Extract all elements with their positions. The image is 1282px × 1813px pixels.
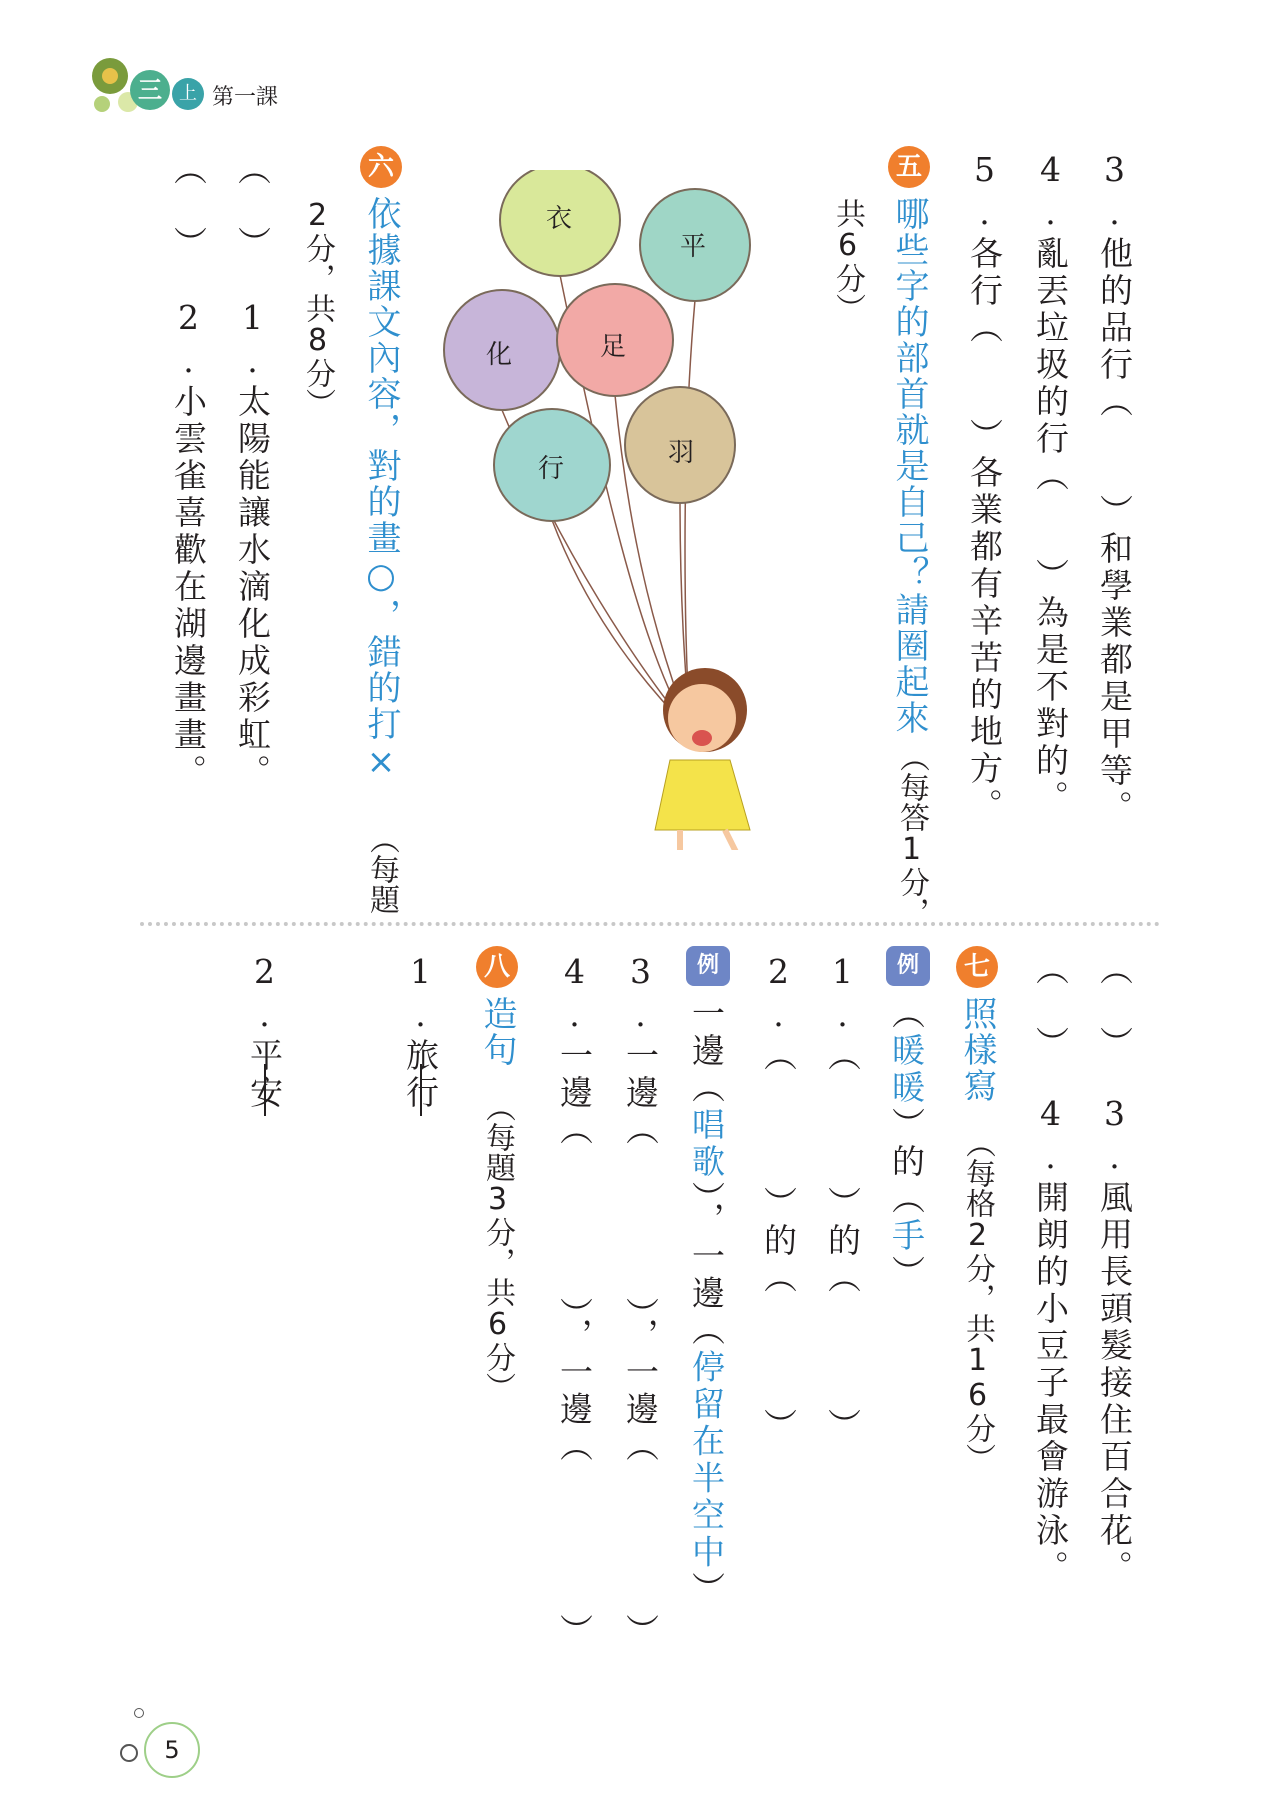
section-7-badge: 七	[956, 946, 998, 988]
example-1-word: 暖暖	[887, 1033, 926, 1107]
q3-part2: ）和學業都是甲等。	[1095, 494, 1134, 827]
sec6-item1-text: 1.太陽能讓水滴化成彩虹。	[233, 298, 272, 791]
q4-part2: ）為是不對的。	[1031, 558, 1070, 817]
sec6-item2-text: 2.小雲雀喜歡在湖邊畫畫。	[169, 298, 208, 791]
q4-part1: 4.亂丟垃圾的行（	[1031, 150, 1070, 495]
section-5-note-1: （每答1分，	[894, 742, 929, 927]
example-2	[687, 996, 726, 1609]
balloon-label-ping: 平	[680, 232, 707, 262]
section-8-note: （每題3分，共6分）	[480, 1092, 515, 1402]
section-6-note-2: 2分，共8分）	[300, 198, 335, 418]
section-5-title: 哪些字的部首就是自己？請圈起來	[889, 196, 929, 736]
balloon-label-yu: 羽	[668, 438, 695, 468]
example-1	[887, 996, 926, 1292]
section-8-badge: 八	[476, 946, 518, 988]
sec6-item4-text: 4.開朗的小豆子最會游泳。	[1031, 1094, 1070, 1587]
bubble-decoration-icon-small	[134, 1708, 144, 1718]
example-2-part1: 一邊（	[687, 996, 726, 1107]
example-2-part3: ）	[687, 1571, 726, 1609]
balloons-illustration	[440, 170, 780, 850]
term-circle: 上	[172, 78, 204, 110]
sec8-q1: 1.旅行	[401, 952, 440, 1112]
example-1-badge: 例	[886, 946, 930, 986]
section-6-title: 依據課文內容，對的畫○，錯的打×	[361, 196, 401, 784]
page-number: 5	[144, 1722, 200, 1778]
example-1-noun: 手	[887, 1218, 926, 1255]
sec6-item4-paren[interactable]: （ ）	[1031, 952, 1070, 1063]
example-2-part2: ），一邊（	[687, 1181, 726, 1350]
sec6-item3-text: 3.風用長頭髮接住百合花。	[1095, 1094, 1134, 1587]
sec7-q1[interactable]: 1.（ ）的（ ）	[823, 952, 862, 1445]
section-7-title: 照樣寫	[957, 996, 997, 1104]
bubble-decoration-icon	[120, 1744, 138, 1762]
balloon-label-yi: 衣	[546, 204, 573, 234]
sec7-q4[interactable]: 4.一邊（ ），一邊（ ）	[555, 952, 594, 1651]
lesson-title: 第一課	[212, 85, 279, 110]
section-6-note-1: （每題	[364, 824, 399, 914]
sec7-q3[interactable]: 3.一邊（ ），一邊（ ）	[621, 952, 660, 1651]
example-1-close: ）	[887, 1255, 926, 1292]
example-2-badge: 例	[686, 946, 730, 986]
sec6-item3-paren[interactable]: （ ）	[1095, 952, 1134, 1063]
example-2-word2: 停留在半空中	[687, 1349, 726, 1572]
q3-part1: 3.他的品行（	[1095, 150, 1134, 421]
balloon-label-hua: 化	[486, 340, 513, 370]
sec8-q1-answer-line[interactable]	[420, 1064, 422, 1116]
section-5-note-2: 共6分）	[830, 198, 865, 323]
q5-part1: 5.各行（	[965, 150, 1004, 347]
example-1-open: （	[887, 996, 926, 1033]
section-divider	[140, 922, 1160, 926]
section-8-title: 造句	[477, 996, 517, 1068]
balloon-label-xing: 行	[538, 454, 565, 484]
section-6-badge: 六	[360, 146, 402, 188]
example-2-word1: 唱歌	[687, 1107, 726, 1181]
section-7-note: （每格2分，共16分）	[960, 1128, 995, 1473]
example-1-mid: ）的（	[887, 1107, 926, 1218]
q5-part2: ）各業都有辛苦的地方。	[965, 418, 1004, 825]
grade-circle: 三	[130, 70, 170, 110]
sec6-item1-paren[interactable]: （ ）	[233, 152, 272, 263]
sec6-item2-paren[interactable]: （ ）	[169, 152, 208, 263]
section-5-badge: 五	[888, 146, 930, 188]
sec8-q2: 2.平安	[245, 952, 284, 1112]
sec8-q2-answer-line[interactable]	[264, 1064, 266, 1116]
balloon-label-zu: 足	[600, 332, 627, 362]
sec7-q2[interactable]: 2.（ ）的（ ）	[759, 952, 798, 1445]
girl-figure	[655, 668, 750, 850]
